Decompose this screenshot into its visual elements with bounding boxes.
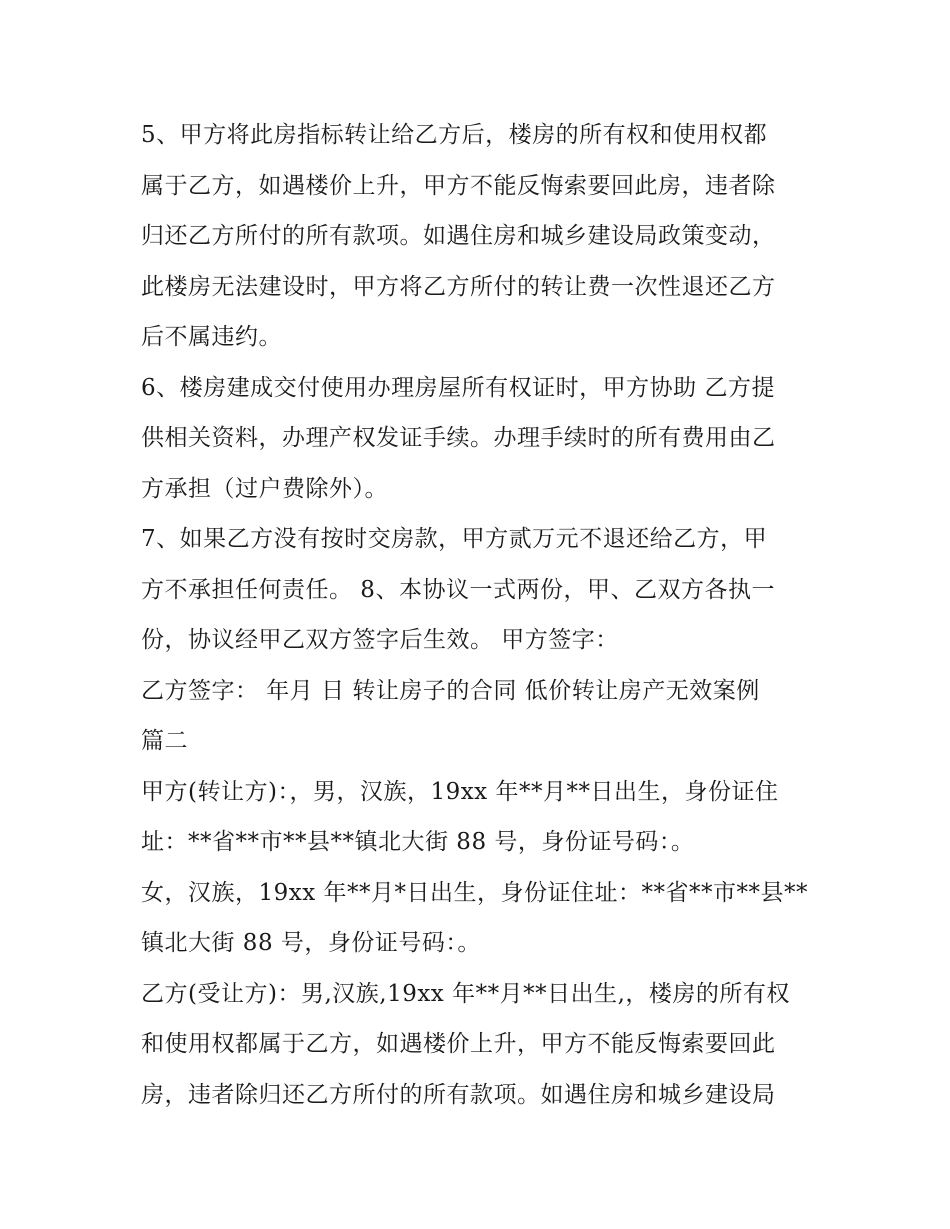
document-body bbox=[141, 110, 821, 1120]
text-line: 归还乙方所付的所有款项。如遇住房和城乡建设局政策变动， bbox=[141, 223, 776, 249]
text-line: 方不承担任何责任。 8、本协议一式两份，甲、乙双方各执一 bbox=[141, 576, 775, 603]
text-line: 址：**省**市**县**镇北大街 88 号，身份证号码：。 bbox=[141, 829, 695, 855]
paragraph-clause-5 bbox=[141, 110, 821, 363]
text-line: 乙方(受让方)：男,汉族,19xx 年**月**日出生,，楼房的所有权 bbox=[141, 980, 790, 1007]
text-line: 女，汉族，19xx 年**月*日出生，身份证住址：**省**市**县** bbox=[141, 879, 809, 906]
text-line: 份，协议经甲乙双方签字后生效。 甲方签字： bbox=[141, 627, 619, 653]
text-line: 方承担（过户费除外）。 bbox=[141, 475, 388, 502]
text-line: 房，违者除归还乙方所付的所有款项。如遇住房和城乡建设局 bbox=[141, 1081, 776, 1108]
paragraph-party-b bbox=[141, 969, 821, 1121]
text-line: 此楼房无法建设时，甲方将乙方所付的转让费一次性退还乙方 bbox=[141, 273, 776, 300]
paragraph-party-a-spouse bbox=[141, 868, 821, 969]
text-line: 镇北大街 88 号，身份证号码：。 bbox=[141, 930, 481, 956]
paragraph-signature-heading bbox=[141, 666, 821, 767]
text-line: 供相关资料，办理产权发证手续。办理手续时的所有费用由乙 bbox=[141, 425, 776, 451]
text-line: 甲方(转让方)：，男，汉族，19xx 年**月**日出生，身份证住 bbox=[141, 778, 779, 805]
paragraph-clause-7-8 bbox=[141, 514, 821, 666]
text-line: 乙方签字： 年月 日 转让房子的合同 低价转让房产无效案例 bbox=[141, 677, 760, 704]
text-line: 属于乙方，如遇楼价上升，甲方不能反悔索要回此房，违者除 bbox=[141, 172, 776, 199]
paragraph-clause-6 bbox=[141, 363, 821, 515]
text-line: 和使用权都属于乙方，如遇楼价上升，甲方不能反悔索要回此 bbox=[141, 1031, 776, 1057]
text-line: 6、楼房建成交付使用办理房屋所有权证时，甲方协助 乙方提 bbox=[141, 374, 775, 401]
paragraph-party-a bbox=[141, 767, 821, 868]
text-line: 5、甲方将此房指标转让给乙方后，楼房的所有权和使用权都 bbox=[141, 122, 768, 148]
text-line: 篇二 bbox=[141, 728, 188, 754]
text-line: 后不属违约。 bbox=[141, 324, 282, 350]
text-line: 7、如果乙方没有按时交房款，甲方贰万元不退还给乙方，甲 bbox=[141, 526, 768, 552]
